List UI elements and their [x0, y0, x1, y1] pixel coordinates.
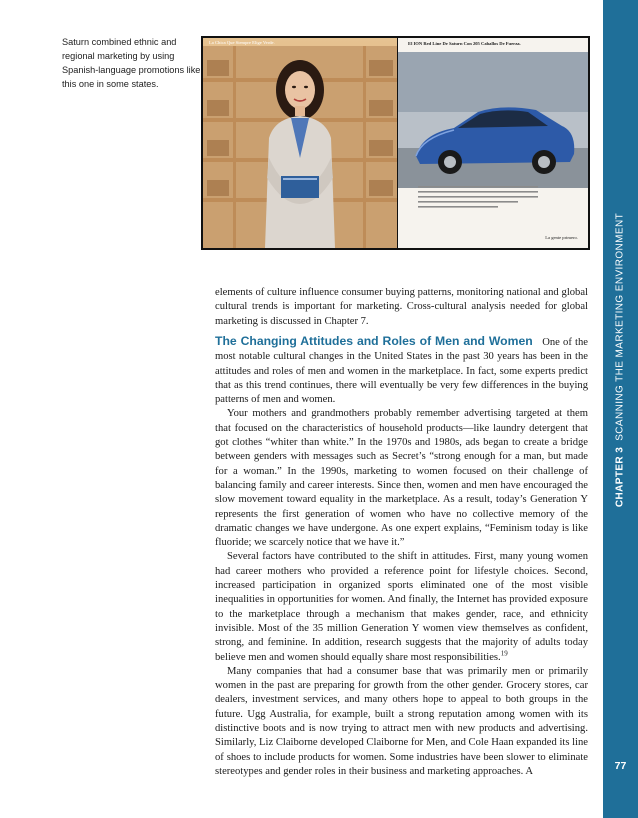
body-column: [215, 334, 588, 779]
chapter-number: CHAPTER 3: [614, 446, 626, 508]
section-opening: [215, 334, 588, 407]
paragraph-companies: Many companies that had a consumer base that was primarily men or primarily women in the past are preparing for growth from the other gender. Grocery stores, car dealers, investment services, and many others hope to appeal to both groups in the future. Ugg Australia, for example, built a strong reputation among women with its distinctive boots and is now trying to attract men with new products and advertising. Similarly, Liz Claiborne developed Claiborne for Men, and Cole Haan expanded its line of shoes to include products for women. Some industries have been slower to eliminate stereotypes and gender roles in their business and marketing approaches. A: [215, 665, 588, 777]
ad-woman-panel: [203, 38, 397, 248]
ad-tagline: La gente primero.: [545, 235, 578, 240]
section-first-paragraph: One of the most notable cultural changes in the United States in the past 30 years has been in the attitudes and roles of men and women in the marketplace. In fact, some experts predict that as this trend continues, there will eventually be very few differences in the buying patterns of men and women.: [215, 337, 588, 406]
ad-left-headline: La Chica Que Siempre Elige Verde.: [209, 40, 275, 45]
ad-car-panel: [398, 38, 588, 248]
chapter-title: SCANNING THE MARKETING ENVIRONMENT: [614, 212, 626, 441]
paragraph-factors-text: Several factors have contributed to the shift in attitudes. First, many young women had career mothers who provided a reference point for lifestyle choices. Second, increased participation in organized sports eliminated one of the most visible inequalities in opportunities for women. And finally, the Internet has provided exposure to the marketplace through a mechanism that makes gender, race, and ethnicity invisible. Most of the 35 million Generation Y women view themselves as confident, strong, and feminine. In addition, research suggests that the majority of adults today believe men and women should equally share most responsibilities.: [215, 551, 588, 663]
saturn-ad-photo: [201, 36, 590, 250]
paragraph-factors: [215, 550, 588, 664]
intro-paragraph: [215, 286, 588, 329]
car-illustration: [398, 38, 588, 248]
section-heading: The Changing Attitudes and Roles of Men and Women: [215, 334, 533, 348]
woman-illustration: [203, 38, 397, 248]
page-number: 77: [614, 760, 627, 772]
photo-caption: Saturn combined ethnic and regional marketing by using Spanish-language promotions like this one in some states.: [62, 37, 201, 89]
chapter-running-head: [615, 213, 626, 507]
paragraph-mothers: Your mothers and grandmothers probably remember advertising targeted at them that focused on the characteristics of household products—like laundry detergent that got clothes “whiter than white.” In the 1970s and 1980s, ads began to create a bridge between genders with messages such as Secret’s “strong enough for a man, but made for a woman.” In the 1990s, marketing to women focused on their challenge of balancing family and career interests. Since then, women and men have encouraged the slow movement toward equality in the marketplace. As a result, today’s Generation Y represents the first generation of women who have no collective memory of the dramatic changes we have undergone. As one expert explains, “Feminism today is like fluoride; we scarcely notice that we have it.”: [215, 408, 588, 549]
ad-right-headline: El ION Red Line De Saturn Con 205 Caballos De Fuerza.: [408, 41, 521, 46]
footnote-reference: 19: [500, 649, 508, 657]
intro-text: elements of culture influence consumer buying patterns, monitoring national and global cultural trends is important for marketing. Cross-cultural analysis needed for global marketing is discussed in Chapter 7.: [215, 287, 588, 327]
